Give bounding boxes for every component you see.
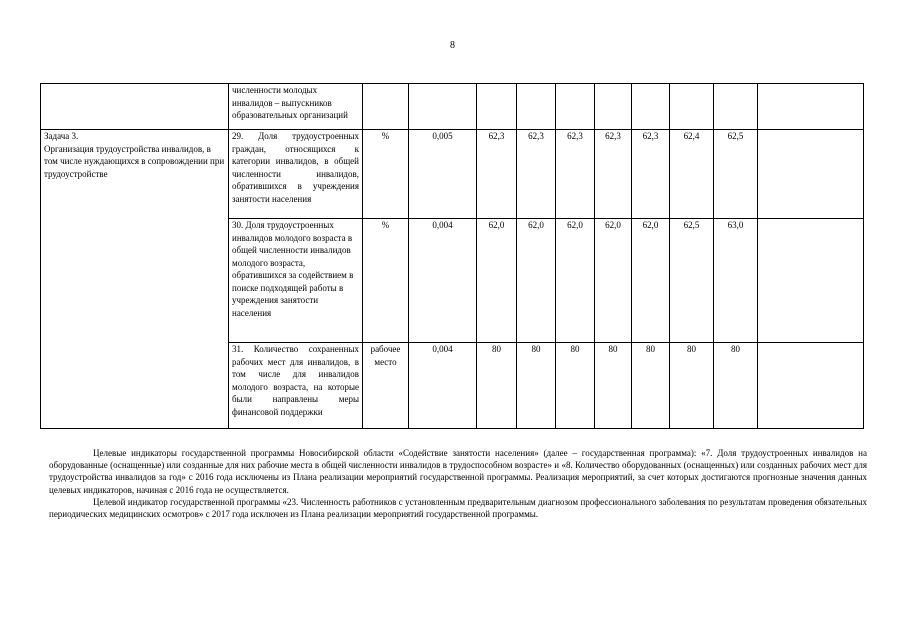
page-number: 8 [450, 40, 455, 51]
value-cell: 62,3 [517, 130, 556, 219]
indicator-cell: численности молодых инвалидов – выпускников образовательных организаций [229, 84, 363, 130]
value-cell: 62,5 [714, 130, 758, 219]
value-cell: 62,0 [477, 219, 517, 343]
indicator-cell: 29. Доля трудоустроенных граждан, относящихся к категории инвалидов, в общей численности инвалидов, обратившихся в учреждения занятости населения [229, 130, 363, 219]
value-cell [517, 84, 556, 130]
value-cell: 62,3 [595, 130, 632, 219]
value-cell: 62,3 [632, 130, 670, 219]
task-cell-empty [41, 84, 229, 130]
value-cell: 80 [714, 343, 758, 429]
value-cell: 80 [517, 343, 556, 429]
value-cell: 63,0 [714, 219, 758, 343]
table-row [41, 130, 864, 219]
value-cell: 80 [670, 343, 714, 429]
indicators-table [40, 83, 864, 429]
value-cell [595, 84, 632, 130]
notes [49, 447, 867, 520]
weight-cell: 0,005 [409, 130, 477, 219]
value-cell [758, 84, 864, 130]
weight-cell: 0,004 [409, 343, 477, 429]
weight-cell: 0,004 [409, 219, 477, 343]
value-cell: 62,0 [632, 219, 670, 343]
note-paragraph-2: Целевой индикатор государственной программы «23. Численность работников с установленным предварительным диагнозом профессионального заболевания по результатам проведения обязательных периодических медицинских осмотров» с 2017 года исключен из Плана реализации мероприятий государственной программы. [49, 496, 867, 520]
value-cell: 80 [632, 343, 670, 429]
value-cell: 62,5 [670, 219, 714, 343]
value-cell: 80 [595, 343, 632, 429]
value-cell: 62,0 [556, 219, 595, 343]
value-cell [758, 343, 864, 429]
indicator-cell: 30. Доля трудоустроенных инвалидов молодого возраста в общей численности инвалидов молодого возраста, обратившихся за содействием в поиске подходящей работы в учреждения занятости населения [229, 219, 363, 343]
unit-cell: рабочее место [363, 343, 409, 429]
value-cell: 80 [477, 343, 517, 429]
value-cell [556, 84, 595, 130]
value-cell [477, 84, 517, 130]
value-cell: 62,4 [670, 130, 714, 219]
unit-cell: % [363, 130, 409, 219]
indicators-table-body [41, 84, 864, 429]
value-cell: 62,3 [477, 130, 517, 219]
value-cell: 62,0 [517, 219, 556, 343]
unit-cell [363, 84, 409, 130]
table-row [41, 84, 864, 130]
value-cell: 62,3 [556, 130, 595, 219]
indicator-cell: 31. Количество сохраненных рабочих мест для инвалидов, в том числе для инвалидов молодого возраста, на которые были направлены меры финансовой поддержки [229, 343, 363, 429]
weight-cell [409, 84, 477, 130]
value-cell [758, 130, 864, 219]
value-cell [714, 84, 758, 130]
value-cell [632, 84, 670, 130]
value-cell: 62,0 [595, 219, 632, 343]
value-cell: 80 [556, 343, 595, 429]
value-cell [758, 219, 864, 343]
value-cell [670, 84, 714, 130]
note-paragraph-1: Целевые индикаторы государственной программы Новосибирской области «Содействие занятости населения» (далее – государственная программа): «7. Доля трудоустроенных инвалидов на оборудованные (оснащенные) или созданные для них рабочие места в общей численности инвалидов в трудоспособном возрасте» и «8. Количество оборудованных (оснащенных) или созданных рабочих мест для трудоустройства инвалидов за год» с 2016 года исключены из Плана реализации мероприятий государственной программы. Реализация мероприятий, за счет которых достигаются прогнозные значения данных целевых индикаторов, начиная с 2016 года не осуществляется. [49, 448, 867, 495]
unit-cell: % [363, 219, 409, 343]
task-label: Задача 3. Организация трудоустройства инвалидов, в том числе нуждающихся в сопровождении при трудоустройстве [41, 130, 229, 429]
